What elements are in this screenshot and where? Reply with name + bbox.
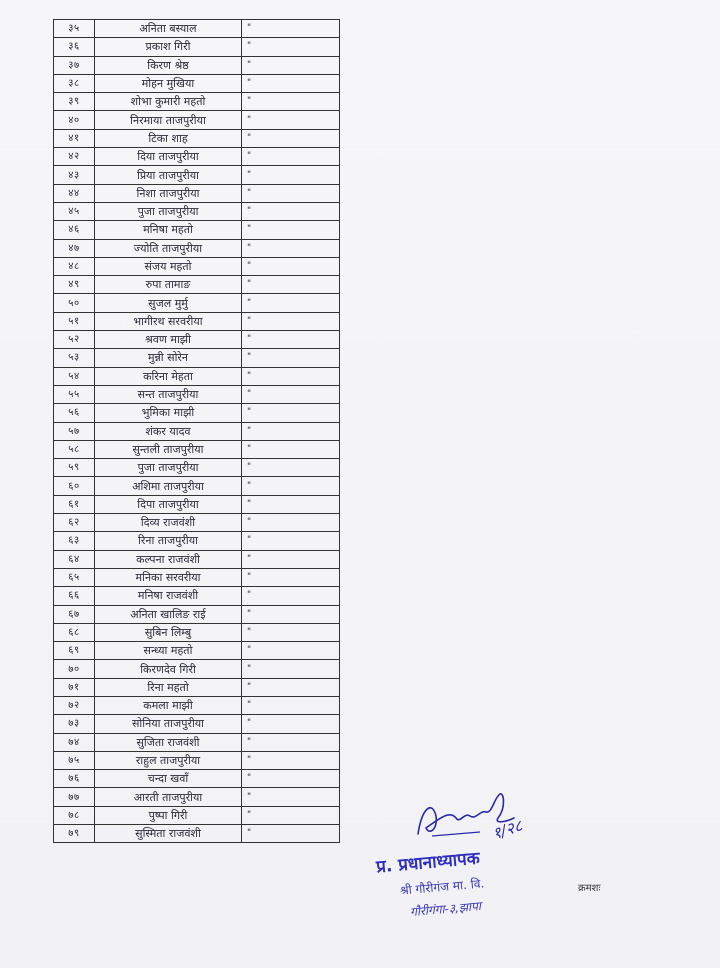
ditto-mark: " (242, 459, 340, 477)
student-name: सुजल मुर्मु (95, 294, 242, 312)
ditto-mark: " (242, 642, 340, 660)
table-row (54, 93, 340, 111)
table-row (54, 751, 340, 769)
row-number: ६७ (54, 605, 95, 623)
ditto-mark: " (242, 770, 340, 788)
row-number: ३६ (54, 38, 95, 56)
ditto-mark: " (242, 166, 340, 184)
table-row (54, 404, 340, 422)
student-roster-table (53, 19, 340, 843)
ditto-mark: " (242, 715, 340, 733)
row-number: ७० (54, 660, 95, 678)
ditto-mark: " (242, 331, 340, 349)
student-name: पुजा ताजपुरीया (95, 202, 242, 220)
ditto-mark: " (242, 751, 340, 769)
table-row (54, 678, 340, 696)
row-number: ७१ (54, 678, 95, 696)
table-row (54, 770, 340, 788)
table-row (54, 733, 340, 751)
table-row (54, 788, 340, 806)
row-number: ६८ (54, 623, 95, 641)
student-name: किरणदेव गिरी (95, 660, 242, 678)
student-name: सुस्मिता राजवंशी (95, 825, 242, 843)
student-name: अशिमा ताजपुरीया (95, 477, 242, 495)
student-name: अनिता बस्याल (95, 20, 242, 38)
continued-note: क्रमशः (578, 883, 601, 894)
ditto-mark: " (242, 312, 340, 330)
ditto-mark: " (242, 605, 340, 623)
ditto-mark: " (242, 733, 340, 751)
student-name: ज्योति ताजपुरीया (95, 239, 242, 257)
table-row (54, 477, 340, 495)
table-row (54, 532, 340, 550)
row-number: ७९ (54, 825, 95, 843)
table-row (54, 367, 340, 385)
table-row (54, 202, 340, 220)
ditto-mark: " (242, 404, 340, 422)
student-name: सन्त ताजपुरीया (95, 385, 242, 403)
row-number: ६१ (54, 495, 95, 513)
student-name: श्रवण माझी (95, 331, 242, 349)
student-name: आरती ताजपुरीया (95, 788, 242, 806)
ditto-mark: " (242, 276, 340, 294)
student-name: चन्दा खवाँ (95, 770, 242, 788)
row-number: ३९ (54, 93, 95, 111)
row-number: ४४ (54, 184, 95, 202)
row-number: ४० (54, 111, 95, 129)
student-name: प्रिया ताजपुरीया (95, 166, 242, 184)
stamp-school-name: श्री गौरीगंज मा. वि. (399, 876, 485, 898)
ditto-mark: " (242, 806, 340, 824)
student-name: मनिषा महतो (95, 221, 242, 239)
ditto-mark: " (242, 349, 340, 367)
table-row (54, 312, 340, 330)
row-number: ६२ (54, 514, 95, 532)
row-number: ६६ (54, 587, 95, 605)
stamp-place: गौरीगंगा-३,झापा (409, 898, 482, 920)
table-row (54, 257, 340, 275)
row-number: ५२ (54, 331, 95, 349)
student-name: सोनिया ताजपुरीया (95, 715, 242, 733)
row-number: ७३ (54, 715, 95, 733)
row-number: ५४ (54, 367, 95, 385)
student-name: मुन्नी सोरेन (95, 349, 242, 367)
student-name: रिना ताजपुरीया (95, 532, 242, 550)
ditto-mark: " (242, 440, 340, 458)
ditto-mark: " (242, 385, 340, 403)
student-name: संजय महतो (95, 257, 242, 275)
table-row (54, 20, 340, 38)
table-row (54, 129, 340, 147)
ditto-mark: " (242, 367, 340, 385)
table-row (54, 568, 340, 586)
ditto-mark: " (242, 148, 340, 166)
ditto-mark: " (242, 111, 340, 129)
row-number: ४१ (54, 129, 95, 147)
ditto-mark: " (242, 38, 340, 56)
student-name: कल्पना राजवंशी (95, 550, 242, 568)
row-number: ४८ (54, 257, 95, 275)
ditto-mark: " (242, 678, 340, 696)
headmaster-stamp (370, 788, 570, 928)
table-row (54, 440, 340, 458)
ditto-mark: " (242, 56, 340, 74)
stamp-title: प्र. प्रधानाध्यापक (375, 848, 481, 878)
table-row (54, 696, 340, 714)
table-row (54, 550, 340, 568)
student-name: सुन्तली ताजपुरीया (95, 440, 242, 458)
student-name: भुमिका माझी (95, 404, 242, 422)
student-name: निशा ताजपुरीया (95, 184, 242, 202)
ditto-mark: " (242, 239, 340, 257)
table-row (54, 56, 340, 74)
student-name: कमला माझी (95, 696, 242, 714)
ditto-mark: " (242, 422, 340, 440)
row-number: ५३ (54, 349, 95, 367)
student-name: शोभा कुमारी महतो (95, 93, 242, 111)
row-number: ३५ (54, 20, 95, 38)
table-row (54, 349, 340, 367)
row-number: ६३ (54, 532, 95, 550)
student-name: शंकर यादव (95, 422, 242, 440)
table-row (54, 221, 340, 239)
table-row (54, 806, 340, 824)
ditto-mark: " (242, 93, 340, 111)
ditto-mark: " (242, 202, 340, 220)
row-number: ६० (54, 477, 95, 495)
table-row (54, 422, 340, 440)
ditto-mark: " (242, 532, 340, 550)
table-row (54, 239, 340, 257)
table-row (54, 825, 340, 843)
student-name: सुजिता राजवंशी (95, 733, 242, 751)
row-number: ३८ (54, 74, 95, 92)
student-name: दिव्य राजवंशी (95, 514, 242, 532)
student-name: किरण श्रेष्ठ (95, 56, 242, 74)
row-number: ६५ (54, 568, 95, 586)
row-number: ५६ (54, 404, 95, 422)
student-name: रिना महतो (95, 678, 242, 696)
ditto-mark: " (242, 477, 340, 495)
row-number: ५० (54, 294, 95, 312)
table-row (54, 74, 340, 92)
table-row (54, 276, 340, 294)
ditto-mark: " (242, 129, 340, 147)
ditto-mark: " (242, 623, 340, 641)
row-number: ६९ (54, 642, 95, 660)
row-number: ५७ (54, 422, 95, 440)
table-row (54, 642, 340, 660)
row-number: ५८ (54, 440, 95, 458)
table-row (54, 514, 340, 532)
table-row (54, 294, 340, 312)
ditto-mark: " (242, 587, 340, 605)
row-number: ५९ (54, 459, 95, 477)
student-name: मोहन मुखिया (95, 74, 242, 92)
row-number: ५१ (54, 312, 95, 330)
table-row (54, 148, 340, 166)
ditto-mark: " (242, 20, 340, 38)
ditto-mark: " (242, 184, 340, 202)
table-row (54, 385, 340, 403)
row-number: ४३ (54, 166, 95, 184)
table-row (54, 587, 340, 605)
ditto-mark: " (242, 221, 340, 239)
student-name: पुजा ताजपुरीया (95, 459, 242, 477)
row-number: ५५ (54, 385, 95, 403)
ditto-mark: " (242, 568, 340, 586)
ditto-mark: " (242, 514, 340, 532)
row-number: ४२ (54, 148, 95, 166)
table-row (54, 495, 340, 513)
student-name: निरमाया ताजपुरीया (95, 111, 242, 129)
ditto-mark: " (242, 294, 340, 312)
table-row (54, 331, 340, 349)
row-number: ३७ (54, 56, 95, 74)
row-number: ४६ (54, 221, 95, 239)
ditto-mark: " (242, 74, 340, 92)
table-row (54, 166, 340, 184)
ditto-mark: " (242, 788, 340, 806)
table-row (54, 111, 340, 129)
table-row (54, 605, 340, 623)
row-number: ७५ (54, 751, 95, 769)
roster-body (54, 20, 340, 843)
table-row (54, 184, 340, 202)
student-name: दिपा ताजपुरीया (95, 495, 242, 513)
signature-date: १/२८ (489, 815, 525, 844)
ditto-mark: " (242, 825, 340, 843)
row-number: ७२ (54, 696, 95, 714)
student-name: सन्ध्या महतो (95, 642, 242, 660)
ditto-mark: " (242, 696, 340, 714)
student-name: प्रकाश गिरी (95, 38, 242, 56)
student-name: दिया ताजपुरीया (95, 148, 242, 166)
student-name: राहुल ताजपुरीया (95, 751, 242, 769)
student-name: अनिता खालिङ राई (95, 605, 242, 623)
student-name: मनिषा राजवंशी (95, 587, 242, 605)
table-row (54, 38, 340, 56)
table-row (54, 715, 340, 733)
student-name: सुबिन लिम्बु (95, 623, 242, 641)
row-number: ६४ (54, 550, 95, 568)
row-number: ४९ (54, 276, 95, 294)
student-name: टिका शाह (95, 129, 242, 147)
student-name: मनिका सरवरीया (95, 568, 242, 586)
ditto-mark: " (242, 495, 340, 513)
row-number: ७७ (54, 788, 95, 806)
student-name: पुष्पा गिरी (95, 806, 242, 824)
row-number: ४७ (54, 239, 95, 257)
ditto-mark: " (242, 660, 340, 678)
row-number: ४५ (54, 202, 95, 220)
student-name: करिना मेहता (95, 367, 242, 385)
ditto-mark: " (242, 257, 340, 275)
student-name: भागीरथ सरवरीया (95, 312, 242, 330)
table-row (54, 660, 340, 678)
table-row (54, 623, 340, 641)
table-row (54, 459, 340, 477)
ditto-mark: " (242, 550, 340, 568)
student-name: रुपा तामाङ (95, 276, 242, 294)
row-number: ७४ (54, 733, 95, 751)
row-number: ७६ (54, 770, 95, 788)
row-number: ७८ (54, 806, 95, 824)
